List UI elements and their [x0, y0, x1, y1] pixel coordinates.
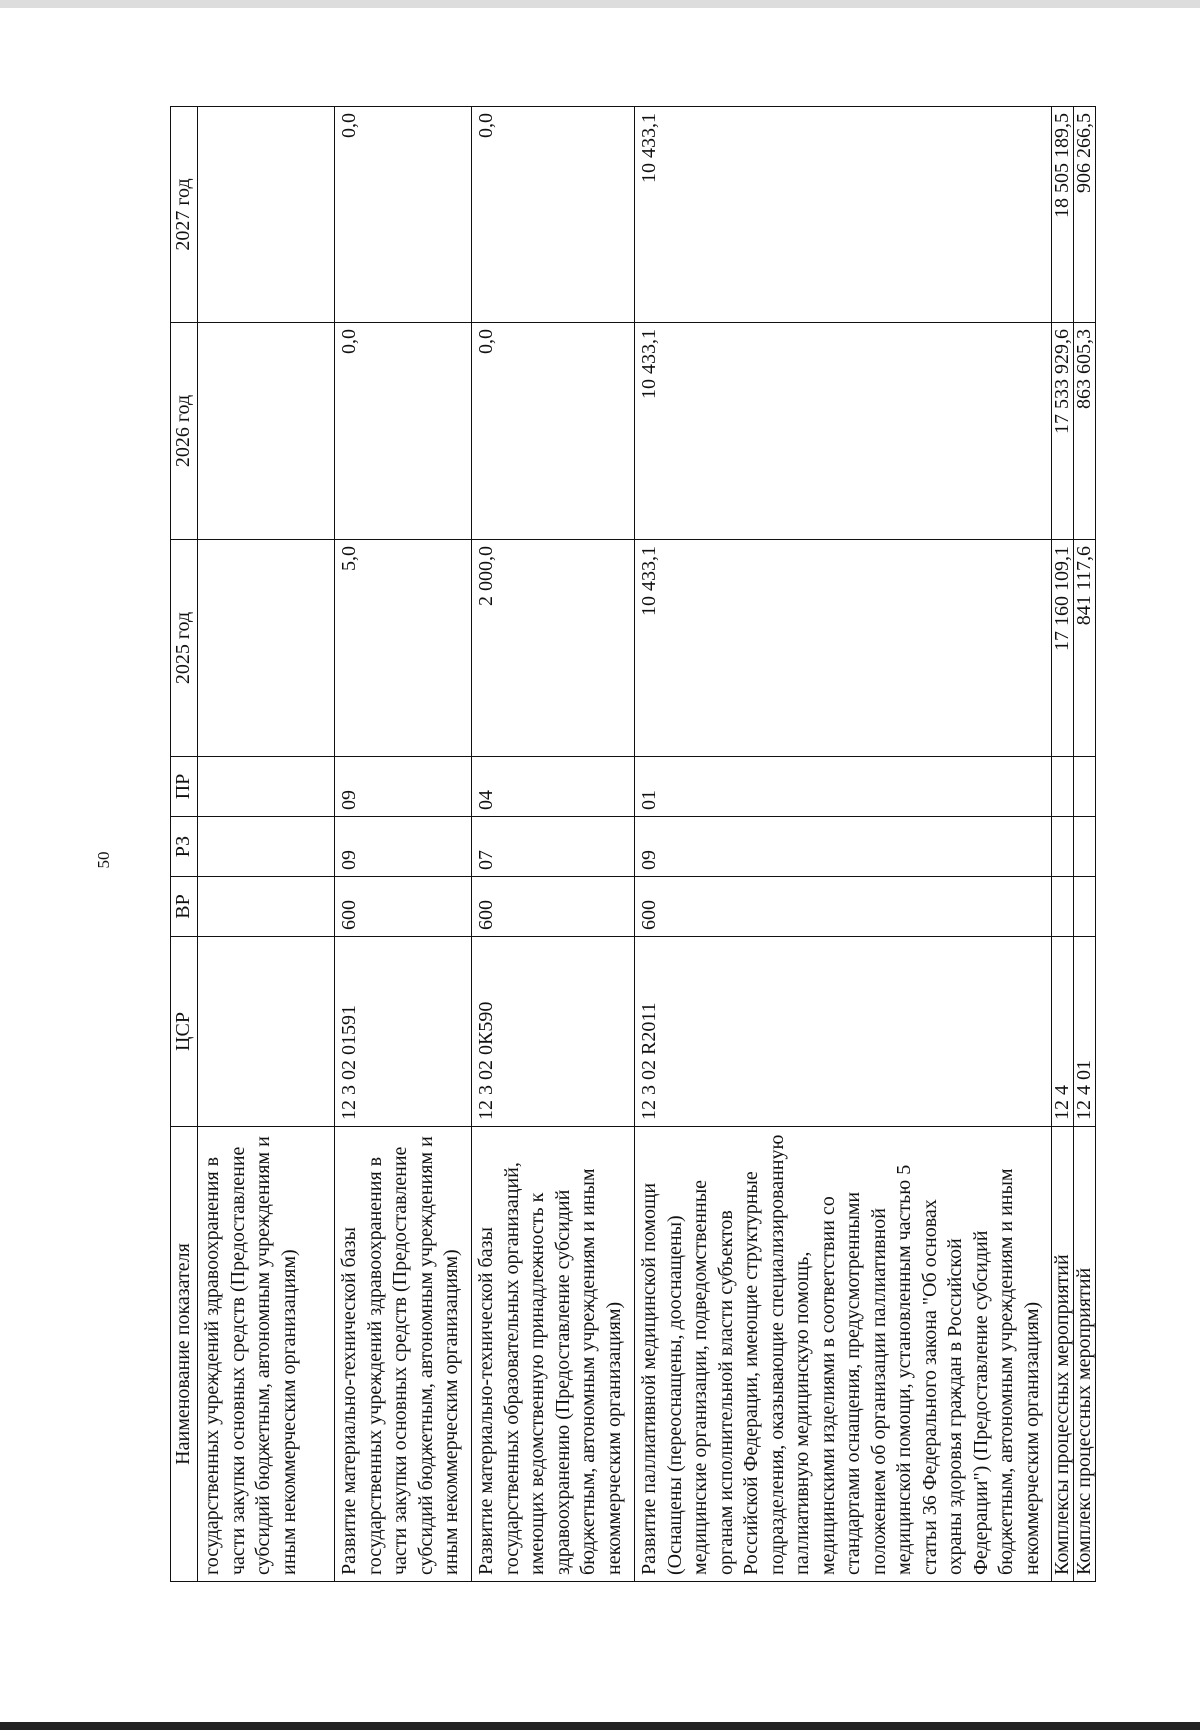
row-rz: 07 [472, 817, 635, 877]
header-2026: 2026 год [171, 323, 198, 540]
table-row [335, 107, 472, 1582]
header-csr: ЦСР [171, 937, 198, 1127]
row-csr: 12 3 02 01591 [335, 937, 472, 1127]
table-row [1052, 107, 1074, 1582]
row-2027: 0,0 [335, 107, 472, 323]
row-name: Развитие материально-технической базы государственных учреждений здравоохранения в части закупки основных средств (Предоставление субсидий бюджетным, автономным учреждениям и иным некоммерческим организациям) [335, 1127, 472, 1582]
row-2026: 17 533 929,6 [1052, 323, 1074, 540]
row-name: Развитие паллиативной медицинской помощи (Оснащены (переоснащены, дооснащены) медицинские организации, подведомственные органам исполнительной власти субъектов Российской Федерации, имеющие структурные подразделения, оказывающие специализированную паллиативную медицинскую помощь, медицинскими изделиями в соответствии со стандартами оснащения, предусмотренными положением об организации паллиативной медицинской помощи, установленным частью 5 статьи 36 Федерального закона "Об основах охраны здоровья граждан в Российской Федерации") (Предоставление субсидий бюджетным, автономным учреждениям и иным некоммерческим организациям) [635, 1127, 1052, 1582]
row-vr: 600 [335, 877, 472, 937]
page-number: 50 [94, 851, 113, 869]
row-pr [1052, 757, 1074, 817]
row-vr [1074, 877, 1096, 937]
row-rz [1074, 817, 1096, 877]
row-rz [1052, 817, 1074, 877]
row-2026: 863 605,3 [1074, 323, 1096, 540]
row-2027 [198, 107, 335, 323]
row-vr: 600 [472, 877, 635, 937]
row-2025: 10 433,1 [635, 540, 1052, 757]
budget-table [170, 106, 1096, 1582]
row-name: Развитие материально-технической базы государственных образовательных организаций, имеющих ведомственную принадлежность к здравоохранению (Предоставление субсидий бюджетным, автономным учреждениям и иным некоммерческим организациям) [472, 1127, 635, 1582]
row-2025: 2 000,0 [472, 540, 635, 757]
row-csr: 12 3 02 0К590 [472, 937, 635, 1127]
header-rz: РЗ [171, 817, 198, 877]
row-2027: 10 433,1 [635, 107, 1052, 323]
header-2027: 2027 год [171, 107, 198, 323]
row-2026: 0,0 [472, 323, 635, 540]
row-2026 [198, 323, 335, 540]
row-pr [1074, 757, 1096, 817]
table-row [472, 107, 635, 1582]
scan-edge-bottom [0, 1722, 1200, 1730]
table-row [198, 107, 335, 1582]
row-csr: 12 4 01 [1074, 937, 1096, 1127]
row-2026: 10 433,1 [635, 323, 1052, 540]
header-2025: 2025 год [171, 540, 198, 757]
row-csr [198, 937, 335, 1127]
budget-table-rotated [170, 107, 1095, 1582]
row-name: государственных учреждений здравоохранения в части закупки основных средств (Предоставление субсидий бюджетным, автономным учреждениям и иным некоммерческим организациям) [198, 1127, 335, 1582]
row-pr: 04 [472, 757, 635, 817]
table-header-row [171, 107, 198, 1582]
header-vr: ВР [171, 877, 198, 937]
row-csr: 12 3 02 R2011 [635, 937, 1052, 1127]
row-name: Комплекс процессных мероприятий [1074, 1127, 1096, 1582]
header-name: Наименование показателя [171, 1127, 198, 1582]
row-pr: 01 [635, 757, 1052, 817]
table-row [635, 107, 1052, 1582]
row-2025: 5,0 [335, 540, 472, 757]
scan-edge-top [0, 0, 1200, 8]
row-2027: 0,0 [472, 107, 635, 323]
row-vr [198, 877, 335, 937]
row-2026: 0,0 [335, 323, 472, 540]
row-2025: 841 117,6 [1074, 540, 1096, 757]
row-rz: 09 [635, 817, 1052, 877]
row-pr: 09 [335, 757, 472, 817]
row-name: Комплексы процессных мероприятий [1052, 1127, 1074, 1582]
row-vr: 600 [635, 877, 1052, 937]
budget-table-container [170, 107, 1095, 1582]
row-2027: 906 266,5 [1074, 107, 1096, 323]
table-row [1074, 107, 1096, 1582]
row-rz [198, 817, 335, 877]
row-2025 [198, 540, 335, 757]
row-2025: 17 160 109,1 [1052, 540, 1074, 757]
header-pr: ПР [171, 757, 198, 817]
row-pr [198, 757, 335, 817]
row-2027: 18 505 189,5 [1052, 107, 1074, 323]
row-csr: 12 4 [1052, 937, 1074, 1127]
row-vr [1052, 877, 1074, 937]
row-rz: 09 [335, 817, 472, 877]
